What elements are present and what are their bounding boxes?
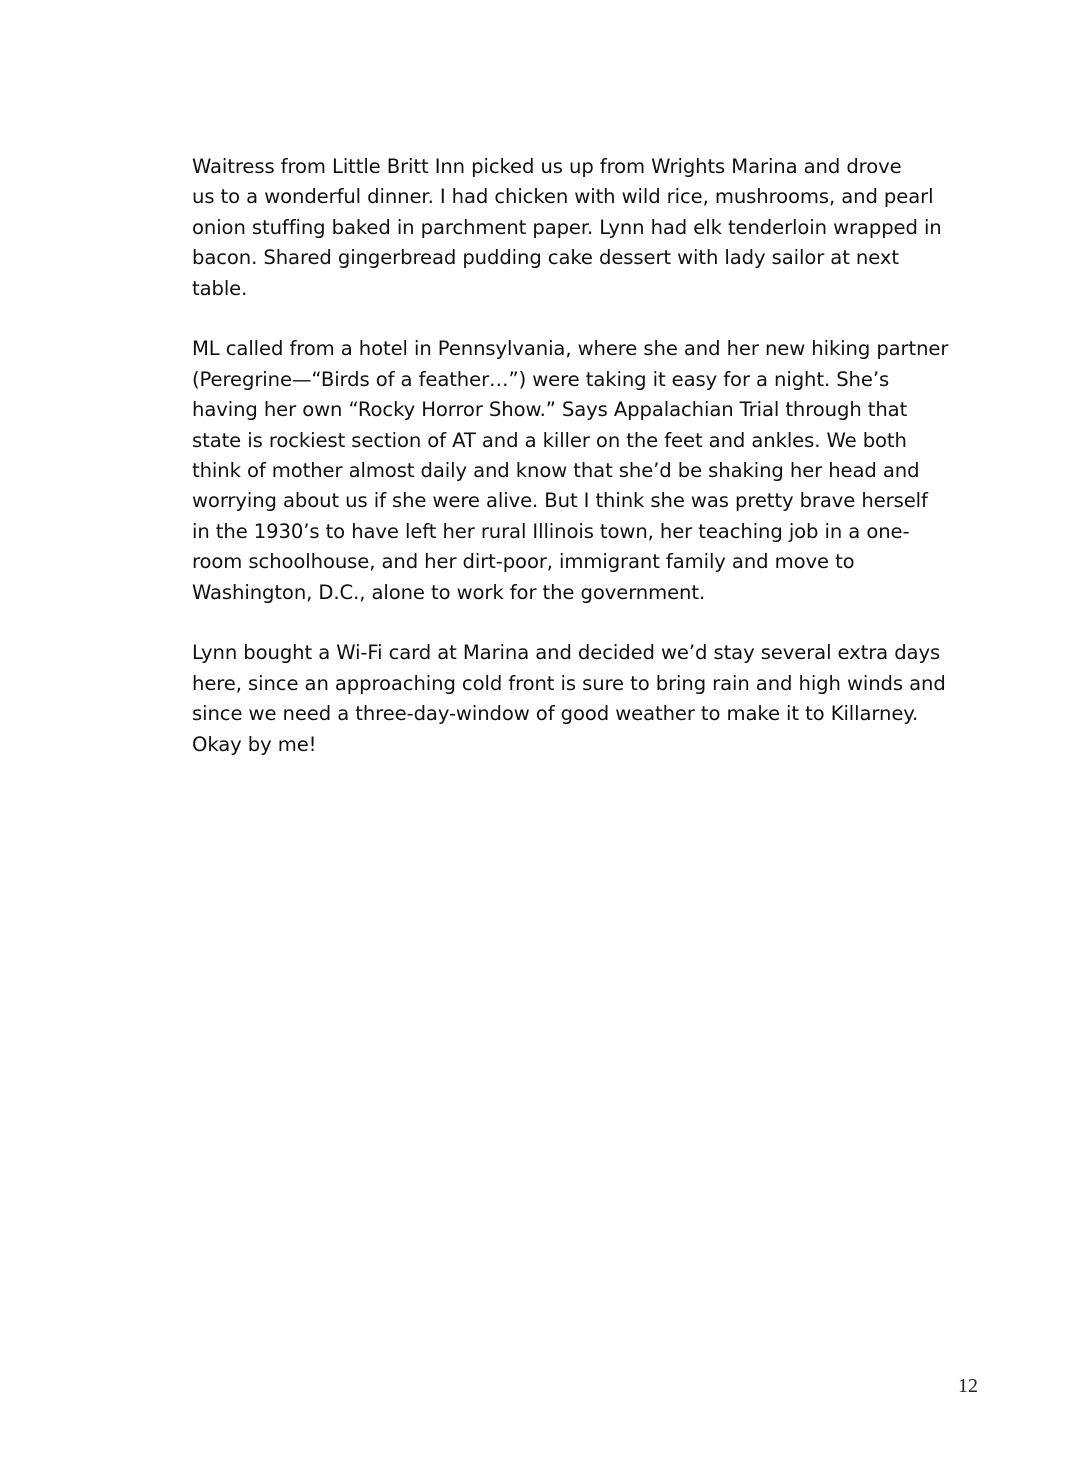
paragraph-wifi [192, 638, 992, 760]
text-line: bacon. Shared gingerbread pudding cake dessert with lady sailor at next [192, 246, 899, 270]
text-line: ML called from a hotel in Pennsylvania, where she and her new hiking partner [192, 337, 949, 361]
text-line: think of mother almost daily and know that she’d be shaking her head and [192, 459, 920, 483]
text-line: in the 1930’s to have left her rural Illinois town, her teaching job in a one- [192, 519, 910, 543]
text-line: Waitress from Little Britt Inn picked us up from Wrights Marina and drove [192, 155, 902, 178]
text-line: Washington, D.C., alone to work for the government. [192, 580, 706, 604]
text-line: having her own “Rocky Horror Show.” Says Appalachian Trial through that [192, 398, 908, 422]
text-line: us to a wonderful dinner. I had chicken with wild rice, mushrooms, and pearl [192, 185, 934, 209]
paragraph-dinner [192, 152, 992, 304]
text-line: state is rockiest section of AT and a killer on the feet and ankles. We both [192, 428, 907, 452]
text-line: since we need a three-day-window of good weather to make it to Killarney. [192, 702, 919, 726]
text-line: worrying about us if she were alive. But I think she was pretty brave herself [192, 489, 928, 513]
body-text [192, 152, 992, 790]
text-line: onion stuffing baked in parchment paper. Lynn had elk tenderloin wrapped in [192, 215, 942, 239]
text-line: table. [192, 276, 248, 300]
text-line: room schoolhouse, and her dirt-poor, immigrant family and move to [192, 550, 855, 574]
text-line: (Peregrine—“Birds of a feather…”) were taking it easy for a night. She’s [192, 367, 890, 391]
text-line: Lynn bought a Wi-Fi card at Marina and decided we’d stay several extra days [192, 641, 941, 665]
text-line: Okay by me! [192, 732, 317, 756]
text-line: here, since an approaching cold front is sure to bring rain and high winds and [192, 671, 946, 695]
paragraph-ml-call [192, 334, 992, 608]
page-number: 12 [958, 1375, 978, 1397]
